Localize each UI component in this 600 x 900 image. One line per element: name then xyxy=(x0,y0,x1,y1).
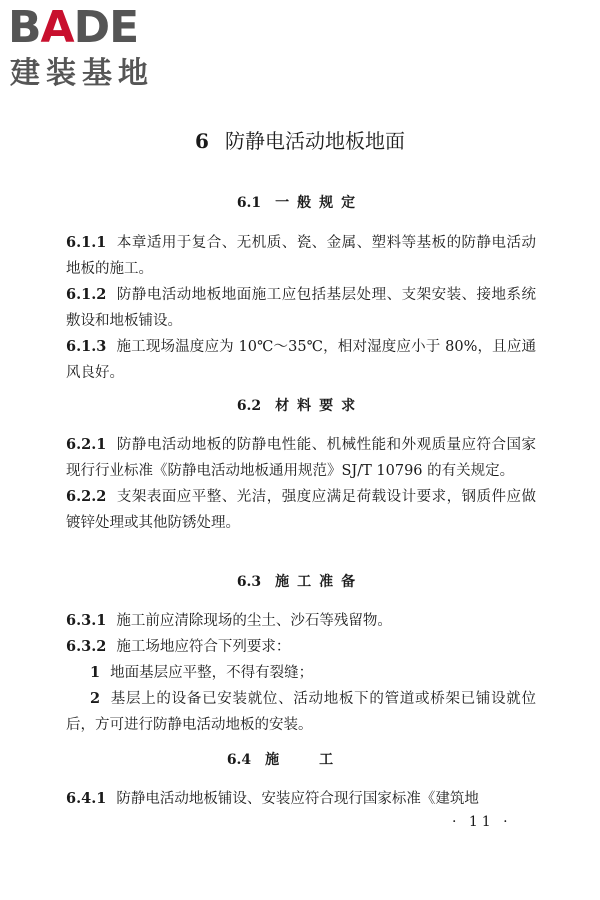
chapter-heading xyxy=(0,128,600,154)
section-6-1-body xyxy=(66,230,536,386)
section-6-4-body xyxy=(66,786,536,812)
logo-subtitle: 建装基地 xyxy=(10,56,154,91)
section-heading-6-3: 6.3 施工准备 xyxy=(236,574,364,590)
clause-6-2-2: 6.2.2 支架表面应平整、光洁，强度应满足荷载设计要求，钢质件应做镀锌处理或其他防锈处理。 xyxy=(66,488,536,531)
chapter-number: 6 xyxy=(195,129,209,153)
clause-6-1-1: 6.1.1 本章适用于复合、无机质、瓷、金属、塑料等基板的防静电活动地板的施工。 xyxy=(66,234,536,277)
clause-6-1-3: 6.1.3 施工现场温度应为 10℃～35℃，相对湿度应小于 80%，且应通风良好。 xyxy=(66,338,536,381)
page-number: · 11 · xyxy=(452,814,512,830)
section-6-3-body xyxy=(66,608,536,738)
list-item: 1 地面基层应平整，不得有裂缝； xyxy=(90,664,314,681)
clause-6-3-1: 6.3.1 施工前应清除现场的尘土、沙石等残留物。 xyxy=(66,612,392,629)
clause-6-4-1: 6.4.1 防静电活动地板铺设、安装应符合现行国家标准《建筑地 xyxy=(66,790,479,807)
section-heading-6-1: 6.1 一般规定 xyxy=(236,195,364,211)
clause-6-2-1: 6.2.1 防静电活动地板的防静电性能、机械性能和外观质量应符合国家现行行业标准《防静电活动地板通用规范》SJ/T 10796 的有关规定。 xyxy=(66,436,536,479)
section-heading-6-2: 6.2 材料要求 xyxy=(236,398,364,414)
chapter-title: 防静电活动地板地面 xyxy=(224,129,405,153)
section-6-2-body xyxy=(66,432,536,536)
section-heading-6-4: 6.4 施工 xyxy=(226,752,374,768)
logo-wordmark: BADE xyxy=(8,2,139,53)
list-item: 2 基层上的设备已安装就位、活动地板下的管道或桥架已铺设就位后，方可进行防静电活动地板的安装。 xyxy=(66,690,536,733)
clause-6-3-2: 6.3.2 施工场地应符合下列要求： xyxy=(66,638,291,655)
bade-logo xyxy=(8,4,188,96)
clause-6-1-2: 6.1.2 防静电活动地板地面施工应包括基层处理、支架安装、接地系统敷设和地板铺设。 xyxy=(66,286,536,329)
